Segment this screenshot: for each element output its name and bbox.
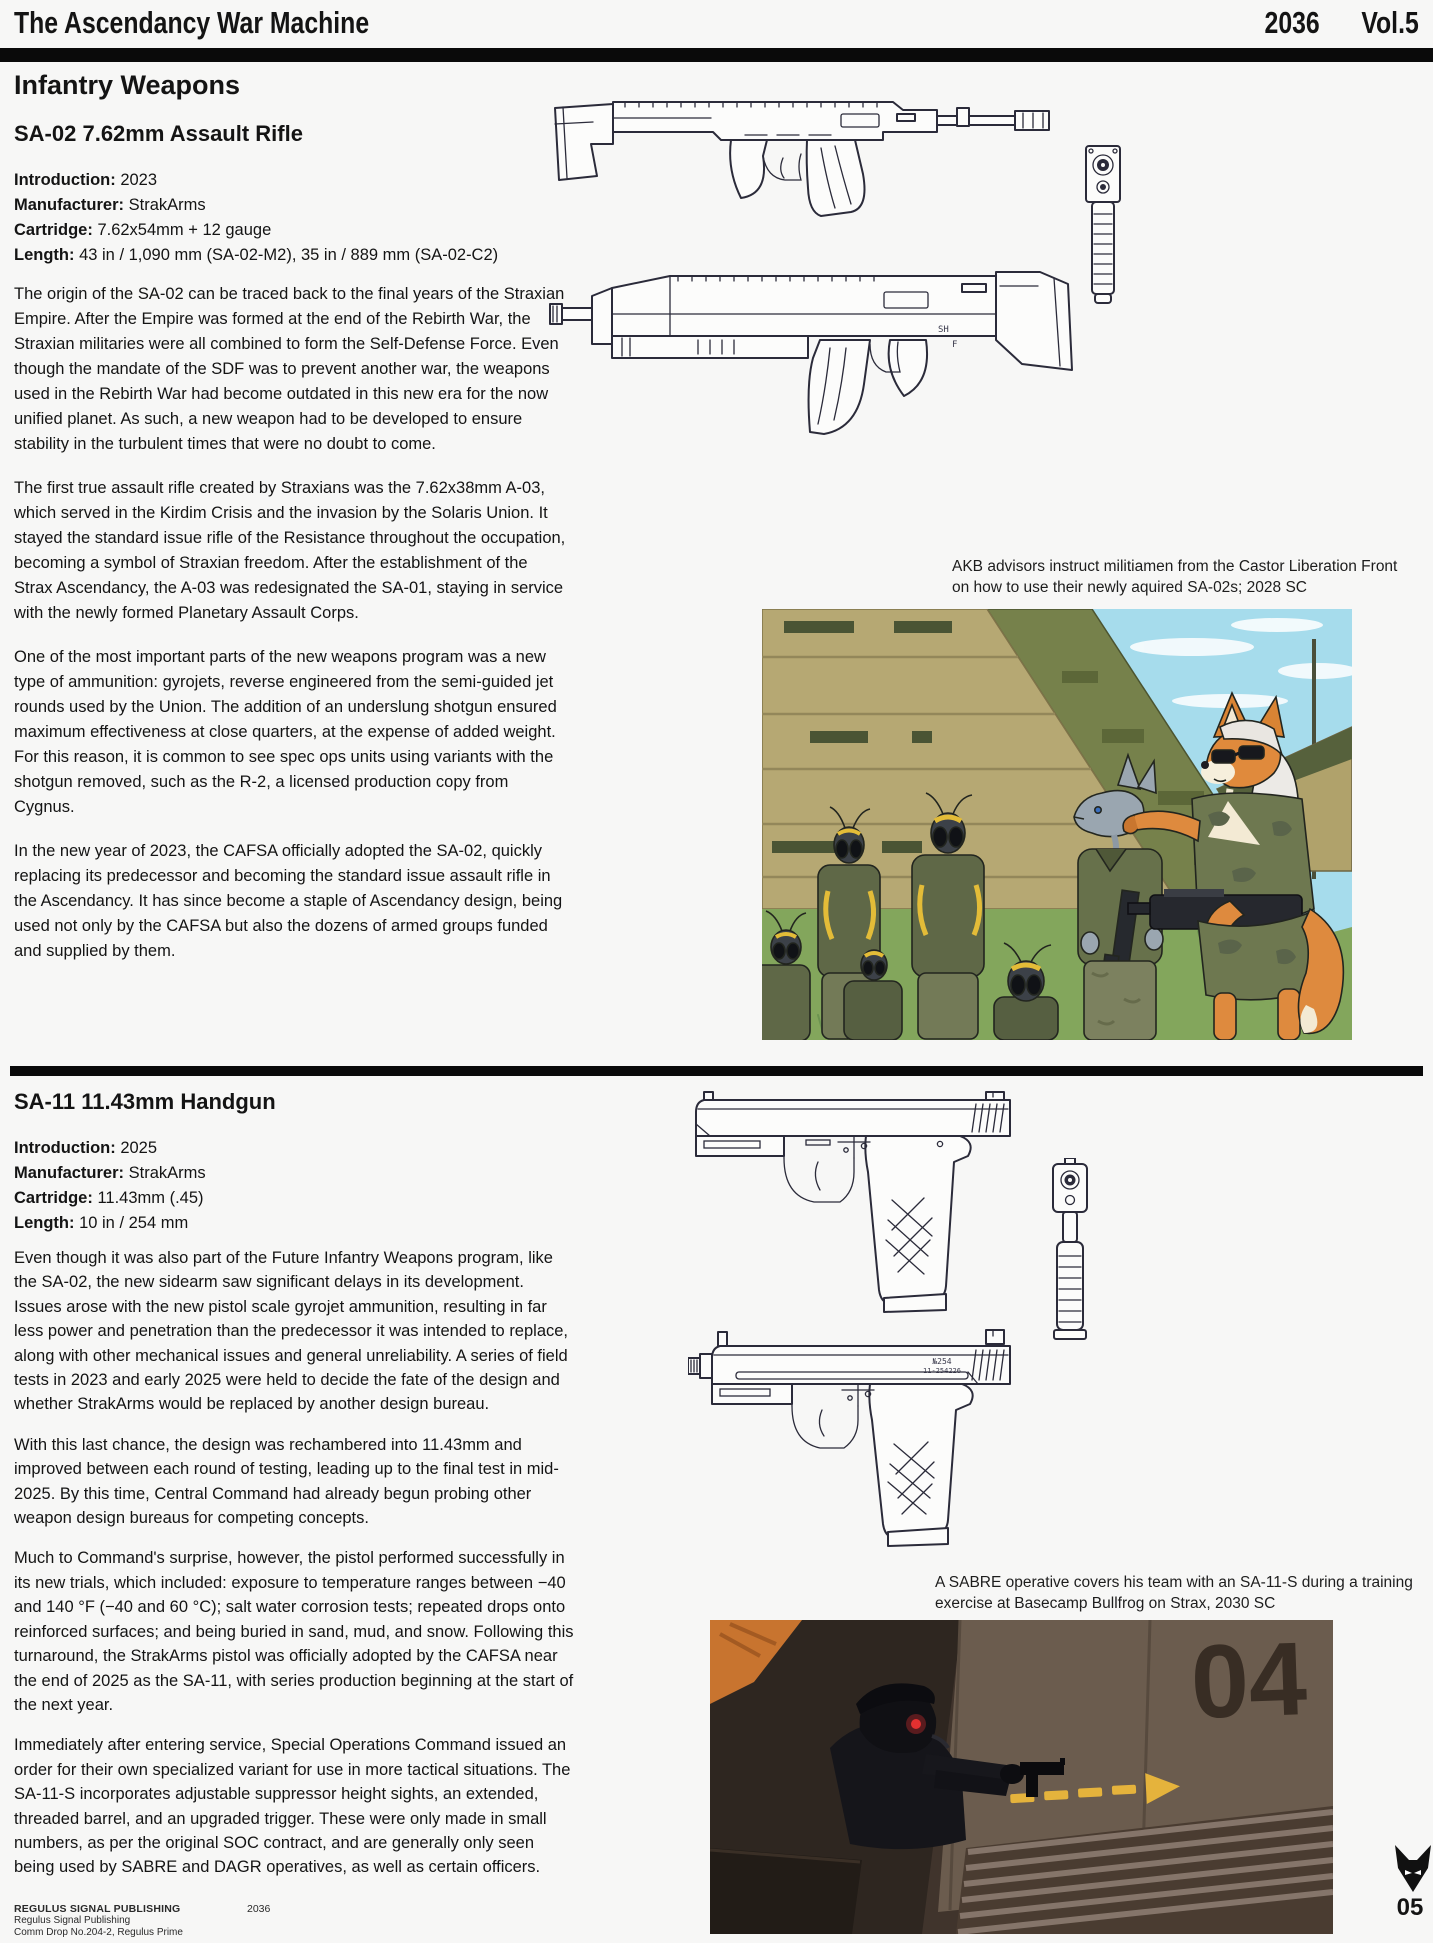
sa11s-model-marking: №254 <box>932 1357 952 1366</box>
page-title: The Ascendancy War Machine <box>14 5 370 40</box>
paragraph: One of the most important parts of the new weapons program was a new type of ammunition: gyrojets, reverse engineered from the semi-guided jet rounds used by the Union. The addition of an underslung shotgun ensured maximum effectiveness at close quarters, at the expense of added weight. For this reason, it is common to see spec ops units using variants with the shotgun removed, such as the R-2, a licensed production copy from Cygnus. <box>14 648 557 816</box>
header-year: 2036 <box>1264 5 1320 40</box>
page-number: 05 <box>1396 1894 1424 1921</box>
sa11s-illustration <box>688 1328 1023 1550</box>
paragraph: The first true assault rifle created by Straxians was the 7.62x38mm A-03, which served in the Kirdim Crisis and the invasion by the Solaris Union. It stayed the standard issue rifle of the Resistance throughout the occupation, becoming a symbol of Straxian freedom. After the establishment of the Strax Ascendancy, the A-03 was redesignated the SA-01, staying in service with the newly formed Planetary Assault Corps. <box>14 479 566 622</box>
header-meta <box>1265 5 1419 41</box>
footer-line2: Regulus Signal Publishing <box>14 1915 131 1926</box>
spec-value: StrakArms <box>128 196 206 214</box>
sa02-title: SA-02 7.62mm Assault Rifle <box>14 121 303 146</box>
spec-label: Introduction: <box>14 1139 116 1157</box>
sa11-front-view-illustration <box>1046 1158 1094 1346</box>
spec-value: 10 in / 254 mm <box>79 1214 189 1232</box>
sa02-photo-militia-scene <box>762 609 1352 1040</box>
spec-row <box>14 1161 206 1186</box>
footer-publisher: REGULUS SIGNAL PUBLISHING <box>14 1903 181 1915</box>
wall-stencil-number: 04 <box>1188 1621 1309 1742</box>
sa02-c2-illustration <box>548 248 1078 448</box>
spec-label: Length: <box>14 246 75 264</box>
spec-row <box>14 1186 206 1211</box>
footer-colophon <box>14 1903 183 1939</box>
spec-row <box>14 193 498 218</box>
wolf-logo-icon <box>1392 1845 1433 1893</box>
spec-value: StrakArms <box>128 1164 206 1182</box>
spec-label: Introduction: <box>14 171 116 189</box>
sa11-illustration <box>688 1080 1023 1318</box>
sa11-photo-operative-scene <box>710 1620 1333 1934</box>
spec-row <box>14 243 498 268</box>
paragraph: In the new year of 2023, the CAFSA officially adopted the SA-02, quickly replacing its predecessor and becoming the standard issue assault rifle in the Ascendancy. It has since become a staple of Ascendancy design, being used not only by the CAFSA but also the dozens of armed groups funded and supplied by them. <box>14 842 563 960</box>
sa11-photo-caption: A SABRE operative covers his team with an SA-11-S during a training exercise at Basecamp Bullfrog on Strax, 2030 SC <box>935 1574 1413 1612</box>
spec-row <box>14 1136 206 1161</box>
sa02-selector-marking: F <box>952 340 958 350</box>
sa02-specs <box>14 168 498 268</box>
sa02-m2-illustration <box>545 78 1060 240</box>
sa11s-serial-marking: 11-254226 <box>923 1367 961 1375</box>
spec-value: 43 in / 1,090 mm (SA-02-M2), 35 in / 889 mm (SA-02-C2) <box>79 246 499 264</box>
spec-label: Cartridge: <box>14 1189 93 1207</box>
spec-value: 2023 <box>120 171 158 189</box>
paragraph: Much to Command's surprise, however, the pistol performed successfully in its new trials, which included: exposure to temperature ranges between −40 and 140 °F (−40 and 60 °C); salt water corrosion tests; repeated drops onto reinforced surfaces; and being buried in sand, mud, and snow. Following this turnaround, the StrakArms pistol was officially adopted by the CAFSA near the end of 2025 as the SA-11, with series production beginning at the start of the next year. <box>14 1549 574 1714</box>
spec-value: 2025 <box>120 1139 158 1157</box>
header-divider-bar <box>0 48 1433 62</box>
sa02-photo-caption: AKB advisors instruct militiamen from the Castor Liberation Front on how to use their newly aquired SA-02s; 2028 SC <box>952 558 1398 596</box>
spec-label: Length: <box>14 1214 75 1232</box>
paragraph: The origin of the SA-02 can be traced back to the final years of the Straxian Empire. After the Empire was formed at the end of the Rebirth War, the Straxian militaries were all combined to form the Self-Defense Force. Even though the mandate of the SDF was to prevent another war, the weapons used in the Rebirth War had become outdated in this new era for the now unified planet. As such, a new weapon had to be developed to ensure stability in the turbulent times that were no doubt to come. <box>14 285 565 453</box>
spec-row <box>14 1211 206 1236</box>
paragraph: Even though it was also part of the Future Infantry Weapons program, like the SA-02, the new sidearm saw significant delays in its development. Issues arose with the new pistol scale gyrojet ammunition, resulting in far less power and penetration than the predecessor it was intended to replace, along with other mechanical issues and general unreliability. A series of field tests in 2023 and early 2025 were held to decide the fate of the design and whether StrakArms would be replaced by another design bureau. <box>14 1249 569 1414</box>
spec-row <box>14 218 498 243</box>
spec-label: Manufacturer: <box>14 1164 125 1182</box>
spec-value: 7.62x54mm + 12 gauge <box>97 221 272 239</box>
footer-year: 2036 <box>247 1903 271 1915</box>
sa11-title: SA-11 11.43mm Handgun <box>14 1089 276 1114</box>
section-title-infantry-weapons: Infantry Weapons <box>14 70 241 100</box>
sa02-selector-marking: SH <box>938 325 949 335</box>
spec-label: Cartridge: <box>14 221 93 239</box>
sa11-body-text <box>14 1246 574 1896</box>
section-divider-bar <box>10 1066 1423 1076</box>
sa11-specs <box>14 1136 206 1236</box>
footer-line3: Comm Drop No.204-2, Regulus Prime <box>14 1927 183 1938</box>
spec-row <box>14 168 498 193</box>
paragraph: Immediately after entering service, Special Operations Command issued an order for their own specialized variant for use in more tactical situations. The SA-11-S incorporates adjustable suppressor height sights, an extended, threaded barrel, and an upgraded trigger. These were only made in small numbers, as per the original SOC contract, and are generally only seen being used by SABRE and DAGR operatives, as well as certain officers. <box>14 1736 571 1877</box>
header-volume: Vol.5 <box>1361 5 1419 40</box>
sa02-front-view-illustration <box>1078 140 1128 308</box>
sa02-body-text <box>14 282 570 983</box>
paragraph: With this last chance, the design was rechambered into 11.43mm and improved between each round of testing, leading up to the final test in mid-2025. By this time, Central Command had already begun probing other weapon design bureaus for competing concepts. <box>14 1435 559 1528</box>
spec-value: 11.43mm (.45) <box>97 1189 204 1207</box>
spec-label: Manufacturer: <box>14 196 125 214</box>
